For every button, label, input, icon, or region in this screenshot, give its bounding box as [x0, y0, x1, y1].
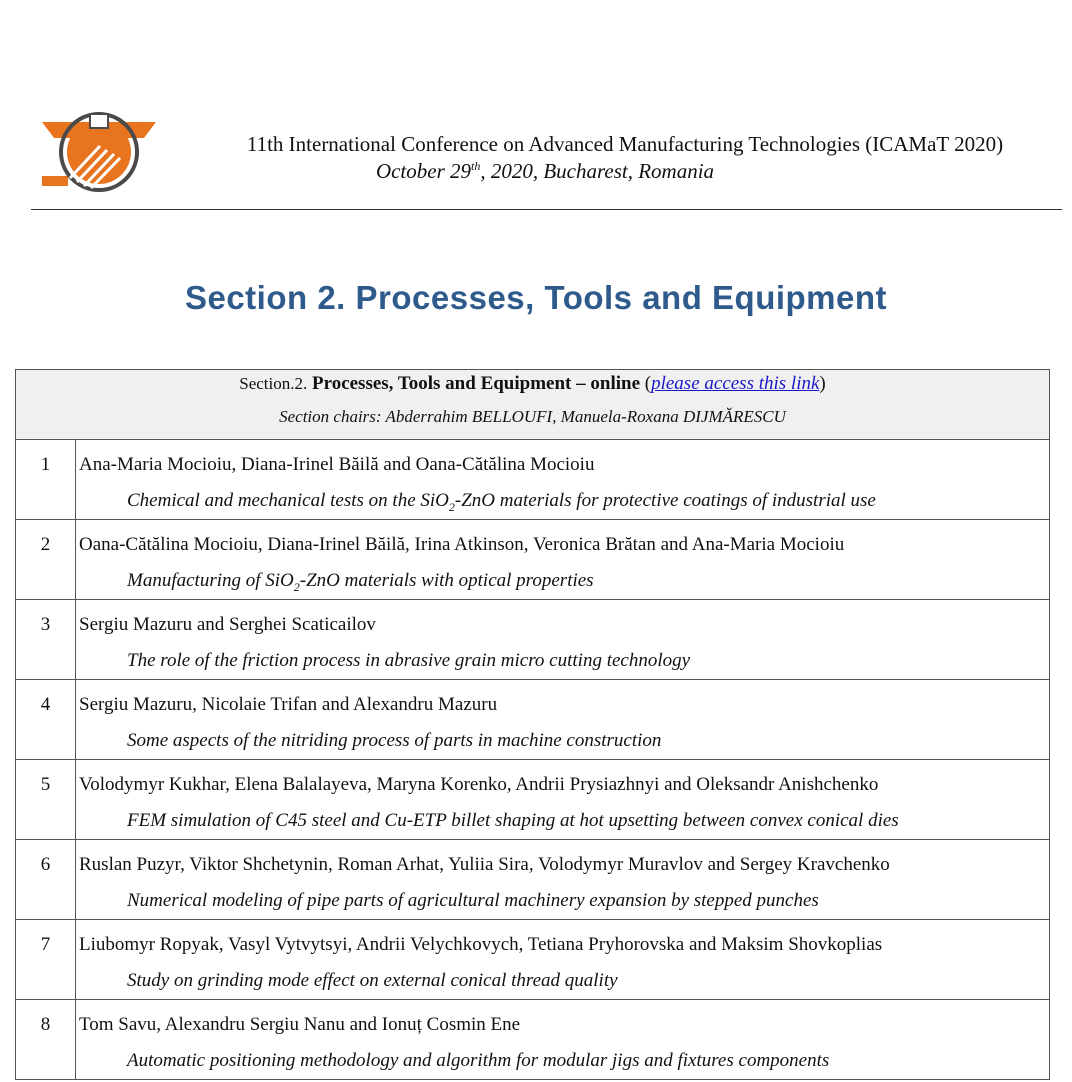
- paper-number-cell: [16, 440, 76, 520]
- paper-authors: Oana-Cătălina Mocioiu, Diana-Irinel Băilă, Irina Atkinson, Veronica Brătan and Ana-Maria Mocioiu: [79, 534, 845, 555]
- conference-title: 11th International Conference on Advanced Manufacturing Technologies (ICAMaT 2020): [246, 132, 1004, 156]
- paper-number: 6: [40, 854, 51, 875]
- table-row: [16, 920, 1050, 1000]
- table-row: [16, 600, 1050, 680]
- paper-title: [76, 809, 1049, 833]
- paper-title: [76, 649, 1049, 673]
- paper-number-cell: [16, 680, 76, 760]
- paper-title: [76, 729, 1049, 753]
- paper-number: 2: [40, 534, 51, 555]
- paper-number-cell: [16, 760, 76, 840]
- paper-title-text: Study on grinding mode effect on external conical thread quality: [127, 970, 618, 991]
- paper-number: 7: [40, 934, 51, 955]
- table-header-row: [16, 370, 1050, 440]
- paper-number: 4: [40, 694, 51, 715]
- conference-logo: [40, 108, 158, 196]
- paper-authors: Volodymyr Kukhar, Elena Balalayeva, Maryna Korenko, Andrii Prysiazhnyi and Oleksandr Anishchenko: [79, 774, 879, 795]
- close-paren: ): [819, 373, 826, 394]
- paper-authors: Ruslan Puzyr, Viktor Shchetynin, Roman Arhat, Yuliia Sira, Volodymyr Muravlov and Sergey Kravchenko: [79, 854, 890, 875]
- paper-title-text-end: -ZnO materials for protective coatings of industrial use: [454, 490, 876, 511]
- paper-title-text: Chemical and mechanical tests on the SiO: [127, 490, 449, 511]
- paper-info-cell: [76, 600, 1050, 680]
- date-prefix: October 29: [375, 159, 472, 183]
- table-row: [16, 760, 1050, 840]
- paper-number-cell: [16, 600, 76, 680]
- page-header: [0, 0, 1072, 212]
- paper-title: [76, 569, 1049, 599]
- paper-title-subscript: 2: [293, 579, 300, 594]
- table-row: [16, 840, 1050, 920]
- table-row: [16, 440, 1050, 520]
- paper-info-cell: [76, 1000, 1050, 1080]
- paper-title-text: Numerical modeling of pipe parts of agricultural machinery expansion by stepped punches: [127, 890, 819, 911]
- header-divider: [31, 209, 1062, 210]
- paper-title-text: FEM simulation of C45 steel and Cu-ETP billet shaping at hot upsetting between convex conical dies: [127, 810, 899, 831]
- paper-title: [76, 969, 1049, 993]
- date-superscript: th: [471, 159, 481, 173]
- paper-info-cell: [76, 920, 1050, 1000]
- paper-authors: Ana-Maria Mocioiu, Diana-Irinel Băilă and Oana-Cătălina Mocioiu: [79, 454, 595, 475]
- paper-number-cell: [16, 520, 76, 600]
- open-paren: (: [644, 373, 652, 394]
- section-chairs: Section chairs: Abderrahim BELLOUFI, Manuela-Roxana DIJMĂRESCU: [279, 407, 786, 426]
- paper-number-cell: [16, 840, 76, 920]
- paper-title-text: Manufacturing of SiO: [127, 570, 294, 591]
- table-row: [16, 520, 1050, 600]
- paper-title-text-end: -ZnO materials with optical properties: [299, 570, 594, 591]
- section-info-line: [16, 370, 1049, 396]
- paper-authors: Sergiu Mazuru and Serghei Scaticailov: [79, 614, 376, 635]
- table-row: [16, 1000, 1050, 1080]
- paper-authors: Liubomyr Ropyak, Vasyl Vytvytsyi, Andrii Velychkovych, Tetiana Pryhorovska and Maksim Shovkoplias: [79, 934, 883, 955]
- papers-table: [15, 369, 1050, 1080]
- table-header-cell: [16, 370, 1050, 440]
- paper-info-cell: [76, 760, 1050, 840]
- paper-title-subscript: 2: [448, 499, 455, 514]
- paper-title: [76, 489, 1049, 519]
- paper-number-cell: [16, 920, 76, 1000]
- paper-number: 3: [40, 614, 51, 635]
- paper-number: 1: [40, 454, 51, 475]
- paper-title: [76, 889, 1049, 913]
- access-link[interactable]: please access this link: [651, 373, 820, 394]
- paper-info-cell: [76, 520, 1050, 600]
- section-prefix: Section.2.: [239, 374, 308, 393]
- paper-info-cell: [76, 680, 1050, 760]
- paper-title-text: The role of the friction process in abrasive grain micro cutting technology: [127, 650, 691, 671]
- date-suffix: , 2020, Bucharest, Romania: [480, 159, 715, 183]
- paper-number: 8: [40, 1014, 51, 1035]
- paper-info-cell: [76, 440, 1050, 520]
- table-row: [16, 680, 1050, 760]
- paper-title: [76, 1049, 1049, 1073]
- paper-info-cell: [76, 840, 1050, 920]
- paper-authors: Sergiu Mazuru, Nicolaie Trifan and Alexandru Mazuru: [79, 694, 498, 715]
- section-heading: Section 2. Processes, Tools and Equipment: [184, 279, 888, 316]
- paper-authors: Tom Savu, Alexandru Sergiu Nanu and Ionuț Cosmin Ene: [79, 1014, 521, 1035]
- section-name: Processes, Tools and Equipment: [312, 373, 572, 394]
- paper-number: 5: [40, 774, 51, 795]
- paper-number-cell: [16, 1000, 76, 1080]
- paper-title-text: Automatic positioning methodology and algorithm for modular jigs and fixtures components: [127, 1050, 830, 1071]
- conference-date: [180, 158, 910, 184]
- paper-title-text: Some aspects of the nitriding process of parts in machine construction: [127, 730, 662, 751]
- section-mode: – online: [576, 373, 641, 394]
